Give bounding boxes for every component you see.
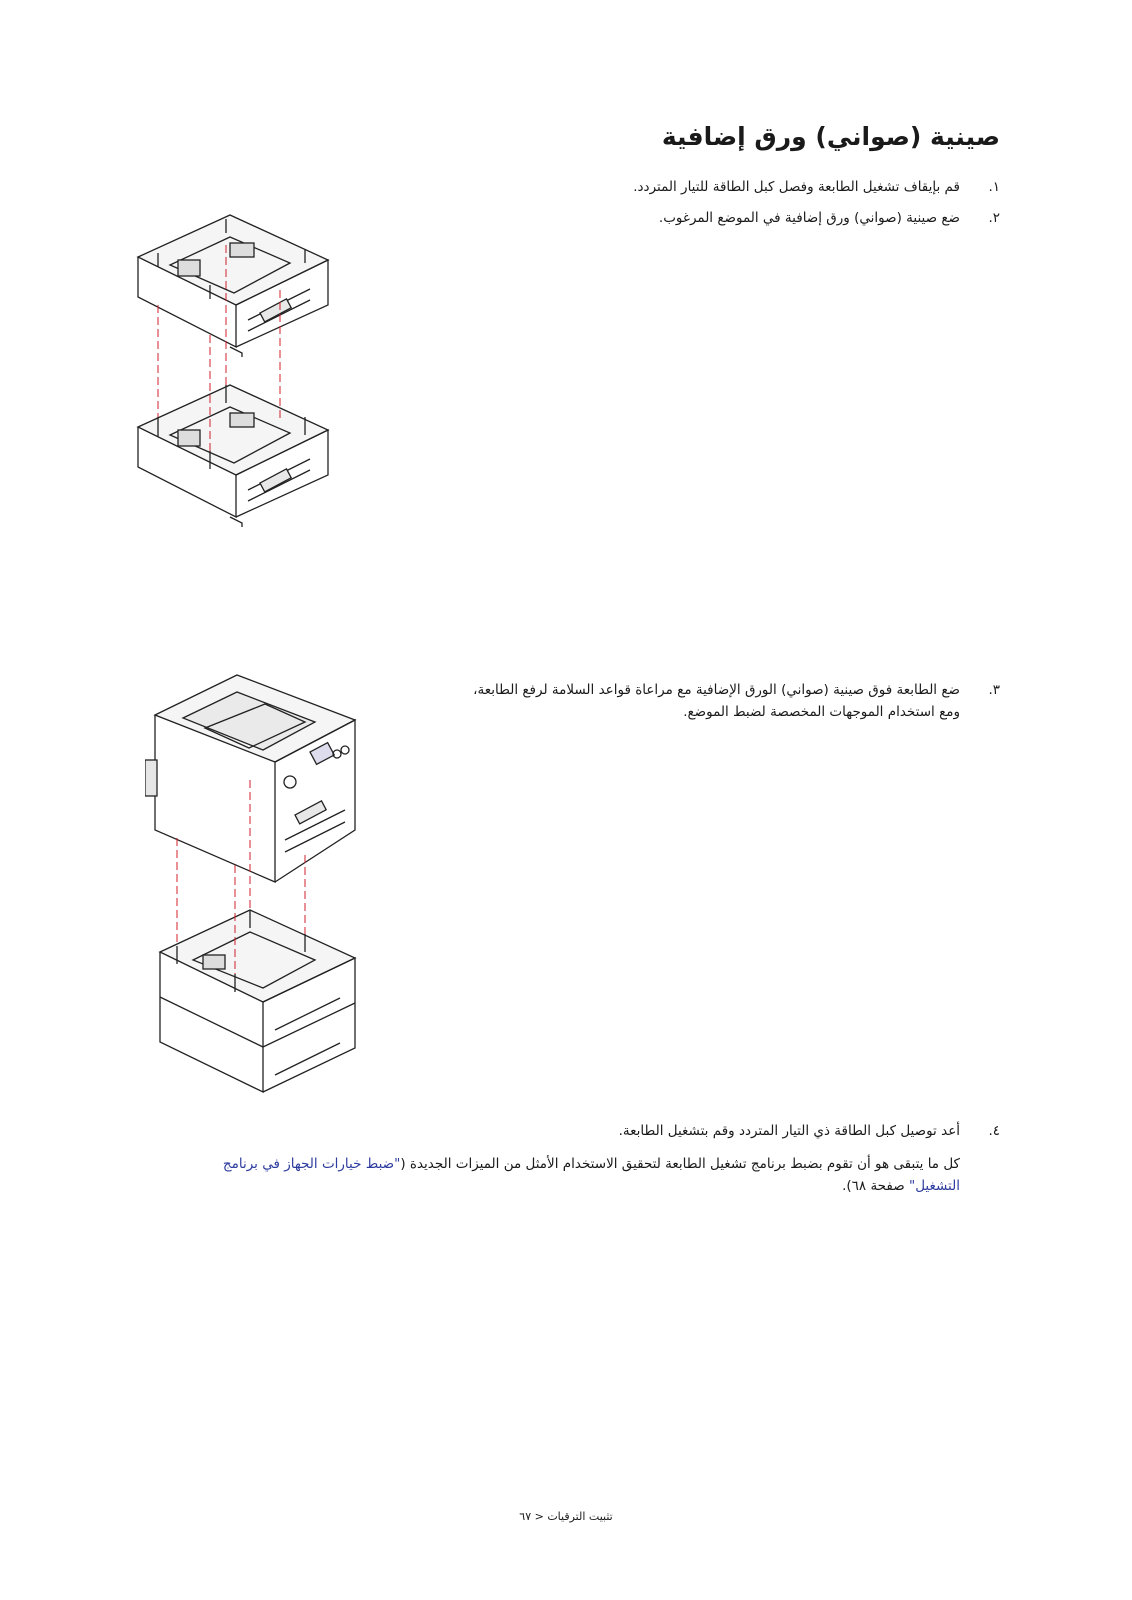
upper-tray-illustration: [138, 215, 328, 357]
step-number: ٢.: [988, 210, 1000, 226]
two-tray-stack-icon: [130, 205, 350, 535]
step-text-line-1: ضع الطابعة فوق صينية (صواني) الورق الإضافية مع مراعاة قواعد السلامة لرفع الطابعة،: [473, 682, 960, 698]
note-text: [180, 1153, 960, 1197]
note-body: كل ما يتبقى هو أن تقوم بضبط برنامج تشغيل الطابعة لتحقيق الاستخدام الأمثل من الميزات الجديدة (: [400, 1156, 960, 1172]
note-end: صفحة ٦٨).: [842, 1178, 909, 1194]
note: [180, 1153, 1000, 1197]
step-text: أعد توصيل كبل الطاقة ذي التيار المتردد وقم بتشغيل الطابعة.: [618, 1123, 960, 1139]
step-number: ٣.: [988, 682, 1000, 698]
lower-tray-illustration: [138, 385, 328, 527]
printer-on-trays-icon: [145, 670, 370, 1095]
step-text-line-2: ومع استخدام الموجهات المخصصة لضبط الموضع.: [683, 704, 960, 720]
step-number: ٤.: [988, 1123, 1000, 1139]
page-footer: تثبيت الترقيات < ٦٧: [519, 1510, 613, 1523]
stacked-trays-illustration: [160, 910, 355, 1092]
step-1: [180, 176, 1000, 198]
step-text: ضع صينية (صواني) ورق إضافية في الموضع المرغوب.: [658, 210, 960, 226]
settings-link[interactable]: "ضبط خيارات الجهاز في برنامج التشغيل": [222, 1156, 960, 1194]
step-text: قم بإيقاف تشغيل الطابعة وفصل كبل الطاقة للتيار المتردد.: [633, 179, 960, 195]
step-number: ١.: [988, 179, 1000, 195]
page-title: صينية (صواني) ورق إضافية: [661, 122, 1000, 151]
step-4: [180, 1120, 1000, 1142]
